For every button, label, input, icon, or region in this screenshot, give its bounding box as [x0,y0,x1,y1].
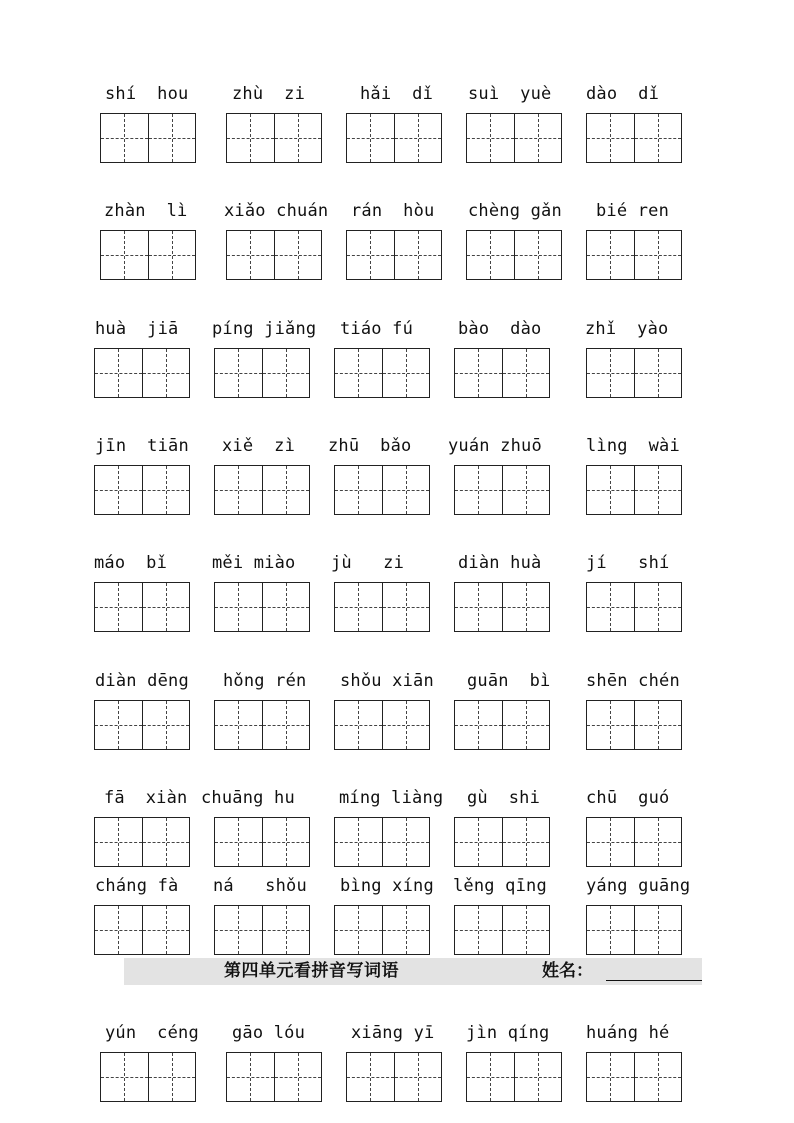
character-box[interactable] [215,349,262,397]
character-box[interactable] [467,231,514,279]
pinyin-label: chuāng hu [201,788,295,808]
character-box[interactable] [148,1053,196,1101]
character-box[interactable] [502,583,550,631]
character-box[interactable] [382,701,430,749]
character-box[interactable] [262,818,310,866]
character-box[interactable] [502,466,550,514]
character-box[interactable] [262,583,310,631]
character-box[interactable] [455,349,502,397]
writing-grid [334,700,430,750]
pinyin-label: xiāng yī [351,1023,435,1043]
pinyin-label: máo bǐ [94,553,168,573]
character-box[interactable] [274,114,322,162]
writing-grid [586,230,682,280]
pinyin-label: huáng hé [586,1023,670,1043]
pinyin-label: gāo lóu [232,1023,306,1043]
writing-grid [214,905,310,955]
pinyin-label: yuán zhuō [448,436,542,456]
writing-grid [346,113,442,163]
writing-grid [454,582,550,632]
pinyin-label: bié ren [596,201,670,221]
character-box[interactable] [148,114,196,162]
pinyin-label: chèng gǎn [468,201,562,221]
pinyin-label: měi miào [212,553,296,573]
character-box[interactable] [142,583,190,631]
writing-grid [454,348,550,398]
character-box[interactable] [215,701,262,749]
character-box[interactable] [335,349,382,397]
writing-grid [94,465,190,515]
pinyin-label: diàn huà [458,553,542,573]
character-box[interactable] [502,818,550,866]
writing-grid [454,465,550,515]
pinyin-label: fā xiàn [104,788,188,808]
pinyin-label: jù zi [331,553,405,573]
character-box[interactable] [95,818,142,866]
writing-grid [94,582,190,632]
pinyin-label: cháng fà [95,876,179,896]
character-box[interactable] [455,906,502,954]
pinyin-label: xiǎo chuán [224,201,329,221]
pinyin-label: bào dào [458,319,542,339]
character-box[interactable] [215,583,262,631]
character-box[interactable] [455,583,502,631]
character-box[interactable] [587,114,634,162]
writing-grid [466,113,562,163]
character-box[interactable] [587,466,634,514]
character-box[interactable] [634,231,682,279]
character-box[interactable] [101,114,148,162]
character-box[interactable] [148,231,196,279]
pinyin-label: gù shi [467,788,541,808]
character-box[interactable] [262,466,310,514]
writing-grid [586,348,682,398]
pinyin-label: zhàn lì [104,201,188,221]
pinyin-label: shí hou [105,84,189,104]
writing-grid [94,817,190,867]
character-box[interactable] [634,1053,682,1101]
character-box[interactable] [274,1053,322,1101]
pinyin-label: hǎi dǐ [360,84,434,104]
writing-grid [346,230,442,280]
character-box[interactable] [382,906,430,954]
writing-grid [454,700,550,750]
character-box[interactable] [455,466,502,514]
character-box[interactable] [347,1053,394,1101]
writing-grid [334,817,430,867]
name-label: 姓名： [542,961,593,981]
character-box[interactable] [394,114,442,162]
pinyin-label: lěng qīng [453,876,547,896]
writing-grid [466,230,562,280]
writing-grid [334,348,430,398]
writing-grid [334,465,430,515]
character-box[interactable] [227,114,274,162]
character-box[interactable] [587,583,634,631]
character-box[interactable] [215,906,262,954]
character-box[interactable] [514,231,562,279]
character-box[interactable] [274,231,322,279]
pinyin-label: diàn dēng [95,671,189,691]
pinyin-label: yáng guāng [586,876,691,896]
pinyin-label: bìng xíng [340,876,434,896]
character-box[interactable] [502,349,550,397]
character-box[interactable] [95,466,142,514]
writing-grid [94,700,190,750]
writing-grid [214,700,310,750]
character-box[interactable] [101,1053,148,1101]
pinyin-label: xiě zì [222,436,296,456]
character-box[interactable] [335,701,382,749]
writing-grid [466,1052,562,1102]
character-box[interactable] [95,583,142,631]
character-box[interactable] [262,349,310,397]
character-box[interactable] [587,349,634,397]
pinyin-label: chū guó [586,788,670,808]
character-box[interactable] [95,701,142,749]
character-box[interactable] [587,701,634,749]
pinyin-label: jīn tiān [95,436,189,456]
writing-grid [334,582,430,632]
character-box[interactable] [215,818,262,866]
writing-grid [214,582,310,632]
section-banner [124,958,702,985]
writing-grid [586,1052,682,1102]
character-box[interactable] [634,701,682,749]
writing-grid [214,465,310,515]
pinyin-label: tiáo fú [340,319,414,339]
writing-grid [586,817,682,867]
character-box[interactable] [382,349,430,397]
pinyin-label: rán hòu [351,201,435,221]
character-box[interactable] [382,818,430,866]
pinyin-label: guān bì [467,671,551,691]
pinyin-label: zhū bǎo [328,436,412,456]
pinyin-label: míng liàng [339,788,444,808]
pinyin-label: suì yuè [468,84,552,104]
pinyin-label: shǒu xiān [340,671,434,691]
writing-grid [214,817,310,867]
character-box[interactable] [394,231,442,279]
writing-grid [586,905,682,955]
writing-grid [454,905,550,955]
writing-grid [214,348,310,398]
pinyin-label: hǒng rén [223,671,307,691]
pinyin-label: huà jiā [95,319,179,339]
character-box[interactable] [335,583,382,631]
character-box[interactable] [142,466,190,514]
writing-grid [334,905,430,955]
writing-grid [586,465,682,515]
pinyin-label: píng jiǎng [212,319,317,339]
writing-grid [226,1052,322,1102]
character-box[interactable] [95,349,142,397]
name-blank[interactable] [606,980,702,981]
character-box[interactable] [382,583,430,631]
character-box[interactable] [95,906,142,954]
character-box[interactable] [227,1053,274,1101]
character-box[interactable] [142,906,190,954]
pinyin-label: ná shǒu [213,876,307,896]
character-box[interactable] [634,466,682,514]
character-box[interactable] [142,349,190,397]
writing-grid [100,1052,196,1102]
writing-grid [94,348,190,398]
character-box[interactable] [502,906,550,954]
writing-grid [454,817,550,867]
writing-grid [586,113,682,163]
character-box[interactable] [467,1053,514,1101]
pinyin-label: dào dǐ [586,84,660,104]
character-box[interactable] [101,231,148,279]
writing-grid [346,1052,442,1102]
character-box[interactable] [215,466,262,514]
section-title: 第四单元看拼音写词语 [224,961,399,981]
character-box[interactable] [587,818,634,866]
character-box[interactable] [467,114,514,162]
pinyin-label: lìng wài [586,436,680,456]
character-box[interactable] [335,466,382,514]
character-box[interactable] [394,1053,442,1101]
character-box[interactable] [587,1053,634,1101]
writing-grid [586,700,682,750]
character-box[interactable] [347,231,394,279]
character-box[interactable] [382,466,430,514]
character-box[interactable] [347,114,394,162]
pinyin-label: jí shí [586,553,670,573]
character-box[interactable] [455,701,502,749]
writing-grid [94,905,190,955]
character-box[interactable] [514,1053,562,1101]
character-box[interactable] [634,818,682,866]
writing-grid [100,230,196,280]
character-box[interactable] [587,906,634,954]
pinyin-label: jìn qíng [466,1023,550,1043]
character-box[interactable] [634,906,682,954]
pinyin-label: zhǐ yào [585,319,669,339]
pinyin-label: shēn chén [586,671,680,691]
character-box[interactable] [142,701,190,749]
character-box[interactable] [502,701,550,749]
writing-grid [586,582,682,632]
character-box[interactable] [634,114,682,162]
character-box[interactable] [262,906,310,954]
character-box[interactable] [514,114,562,162]
pinyin-label: yún céng [105,1023,199,1043]
character-box[interactable] [262,701,310,749]
character-box[interactable] [335,818,382,866]
writing-grid [100,113,196,163]
writing-grid [226,230,322,280]
writing-grid [226,113,322,163]
character-box[interactable] [142,818,190,866]
character-box[interactable] [587,231,634,279]
character-box[interactable] [634,583,682,631]
character-box[interactable] [634,349,682,397]
character-box[interactable] [227,231,274,279]
character-box[interactable] [335,906,382,954]
pinyin-label: zhù zi [232,84,306,104]
character-box[interactable] [455,818,502,866]
